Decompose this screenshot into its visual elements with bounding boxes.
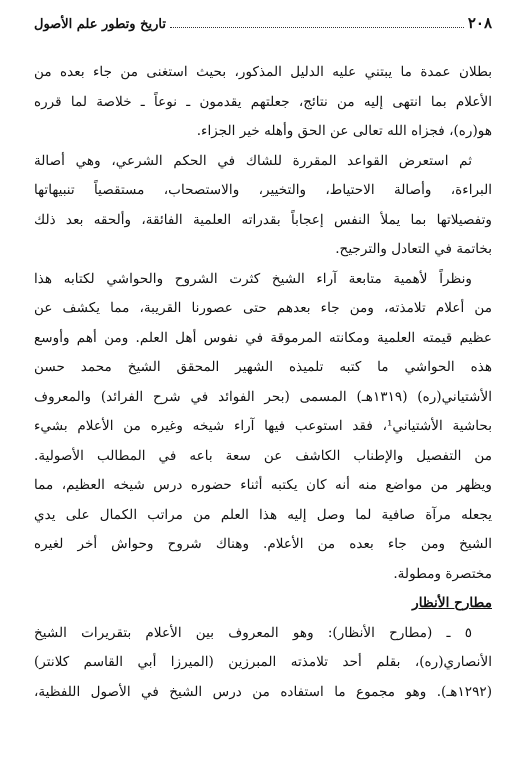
text-line: ثم استعرض القواعد المقررة للشاك في الحكم الشرعي، وهي أصالة [34,152,472,169]
running-header [34,14,492,36]
header-dotted-leader [170,27,464,28]
text-line: الشيخ ومن جاء بعده من الأعلام. وهناك شروح وحواش أخر لغيره [34,536,492,552]
text-line: مختصرة ومطولة. [393,565,492,582]
text-line: يجعله مرآة صافية لما وصل إليه هذا العلم من مراتب الكمال على يدي [34,506,492,523]
text-line: ٥ ـ (مطارح الأنظار): وهو المعروف بين الأعلام بتقريرات الشيخ [34,624,472,641]
text-line: ونظراً لأهمية متابعة آراء الشيخ كثرت الشروح والحواشي لكتابه هذا [34,270,472,287]
text-line: عظيم قيمته العلمية ومكانته المرموقة في نفوس أهل العلم. ومن أهم وأوسع [34,329,492,346]
text-line: من أعلام تلامذته، ومن جاء بعدهم حتى عصورنا القريبة، مما يكشف عن [34,300,492,316]
section-heading: مطارح الأنظار [412,595,492,611]
running-title: تاريخ وتطور علم الأصول [34,17,166,32]
text-line: هذه الحواشي ما كتبه تلميذه الشهير المحقق الشيخ محمد حسن [34,359,492,375]
page-number: ٢٠٨ [467,14,492,32]
text-line: البراءة، وأصالة الاحتياط، والتخيير، والاستصحاب، مستقصياً تنبيهاتها [34,182,492,198]
text-line: ويظهر من مواضع منه أنه كان يكتبه أثناء حضوره درس شيخه العظيم، مما [34,477,492,493]
text-line: بخاتمة في التعادل والترجيح. [335,241,492,257]
text-line: الأشتياني(ره) (١٣١٩هـ) المسمى (بحر الفوائد في شرح الفرائد) والمعروف [34,388,492,405]
text-line: بحاشية الأشتياني¹، فقد استوعب فيها آراء شيخه وغيره من الأعلام بشيء [34,418,492,434]
text-line: الأعلام بما انتهى إليه من نتائج، جعلتهم يقدمون ـ نوعاً ـ خلاصة لما قرره [34,93,492,110]
text-line: الأنصاري(ره)، بقلم أحد تلامذته المبرزين (الميرزا أبي القاسم كلانتر) [34,654,492,670]
text-line: هو(ره)، فجزاه الله تعالى عن الحق وأهله خير الجزاء. [196,123,492,139]
page-body [34,58,492,707]
text-line: من التفصيل والإطناب الكاشف عن سعة باعه في المطالب الأصولية. [34,447,492,464]
text-line: بطلان عمدة ما يبتني عليه الدليل المذكور، بحيث استغنى من جاء بعده من [34,64,492,80]
text-line: (١٢٩٢هـ). وهو مجموع ما استفاده من درس الشيخ في الأصول اللفظية، [34,683,492,700]
text-line: وتفصيلاتها بما يملأ النفس إعجاباً بقدراته العلمية الفائقة، وألحقه بعد ذلك [34,211,492,228]
